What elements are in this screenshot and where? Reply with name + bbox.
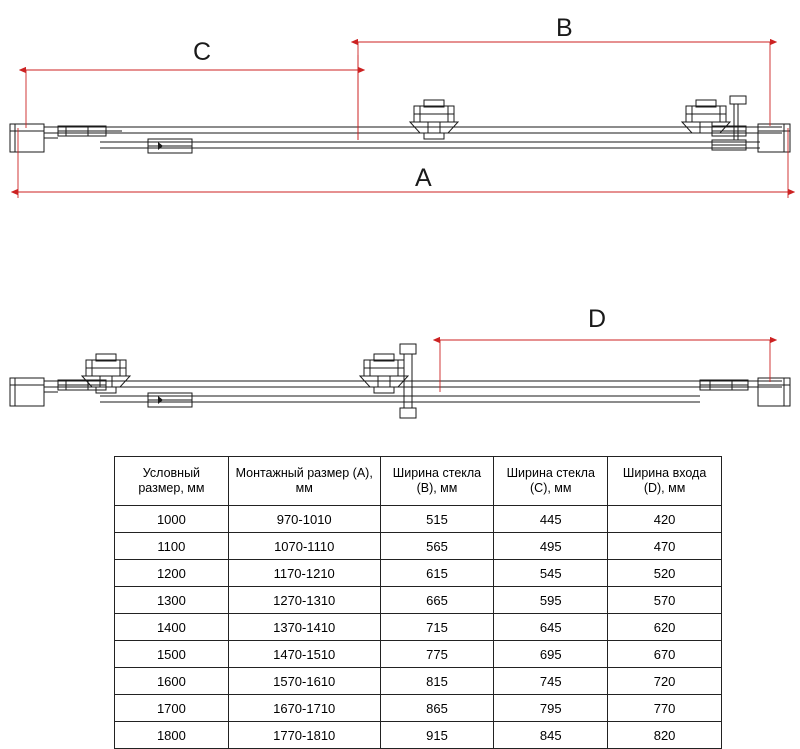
table-cell: 670 [608,641,722,668]
table-cell: 620 [608,614,722,641]
table-cell: 1070-1110 [228,533,380,560]
table-header-row [115,457,722,506]
table-cell: 495 [494,533,608,560]
table-cell: 565 [380,533,494,560]
table-cell: 1400 [115,614,229,641]
table-cell: 645 [494,614,608,641]
table-cell: 520 [608,560,722,587]
table-cell: 1300 [115,587,229,614]
table-cell: 770 [608,695,722,722]
table-row [115,506,722,533]
table-cell: 1700 [115,695,229,722]
table-header-cell: Монтажный размер (A), мм [228,457,380,506]
top-view-rail [44,127,782,148]
top-view-left-glass-bracket [148,139,192,153]
table-cell: 1100 [115,533,229,560]
table-cell: 1000 [115,506,229,533]
table-cell: 1200 [115,560,229,587]
table-row [115,641,722,668]
table-row [115,722,722,749]
table-cell: 720 [608,668,722,695]
table-cell: 545 [494,560,608,587]
table-cell: 515 [380,506,494,533]
table-cell: 570 [608,587,722,614]
top-view-right-profile [758,124,790,152]
table-cell: 595 [494,587,608,614]
table-cell: 1500 [115,641,229,668]
table-cell: 1170-1210 [228,560,380,587]
table-cell: 445 [494,506,608,533]
table-cell: 795 [494,695,608,722]
table-row [115,533,722,560]
table-cell: 775 [380,641,494,668]
specification-table [114,456,722,749]
specification-table-wrapper [114,456,722,749]
table-cell: 715 [380,614,494,641]
table-cell: 1600 [115,668,229,695]
table-row [115,587,722,614]
table-cell: 665 [380,587,494,614]
table-cell: 420 [608,506,722,533]
table-cell: 815 [380,668,494,695]
table-row [115,668,722,695]
table-row [115,695,722,722]
table-header-cell: Ширина стекла (B), мм [380,457,494,506]
table-cell: 615 [380,560,494,587]
dimension-label-a: A [415,164,433,192]
table-cell: 1670-1710 [228,695,380,722]
dimension-label-d: D [588,305,607,333]
dimension-label-c: C [193,38,212,66]
table-cell: 1570-1610 [228,668,380,695]
dimension-label-b: B [556,14,574,42]
table-header-cell: Условный размер, мм [115,457,229,506]
table-header-cell: Ширина стекла (C), мм [494,457,608,506]
table-cell: 1470-1510 [228,641,380,668]
table-cell: 845 [494,722,608,749]
bottom-view-right-profile [758,378,790,406]
table-header-cell: Ширина входа (D), мм [608,457,722,506]
table-cell: 1270-1310 [228,587,380,614]
table-row [115,560,722,587]
bottom-view-left-glass-bracket [148,393,192,407]
table-cell: 1370-1410 [228,614,380,641]
table-cell: 820 [608,722,722,749]
table-cell: 470 [608,533,722,560]
table-cell: 970-1010 [228,506,380,533]
bottom-view-left-profile [10,378,106,406]
table-cell: 1770-1810 [228,722,380,749]
dimension-lines [18,42,788,392]
table-cell: 695 [494,641,608,668]
bottom-view-rail [44,381,782,402]
table-cell: 745 [494,668,608,695]
table-cell: 865 [380,695,494,722]
table-cell: 915 [380,722,494,749]
table-cell: 1800 [115,722,229,749]
table-row [115,614,722,641]
